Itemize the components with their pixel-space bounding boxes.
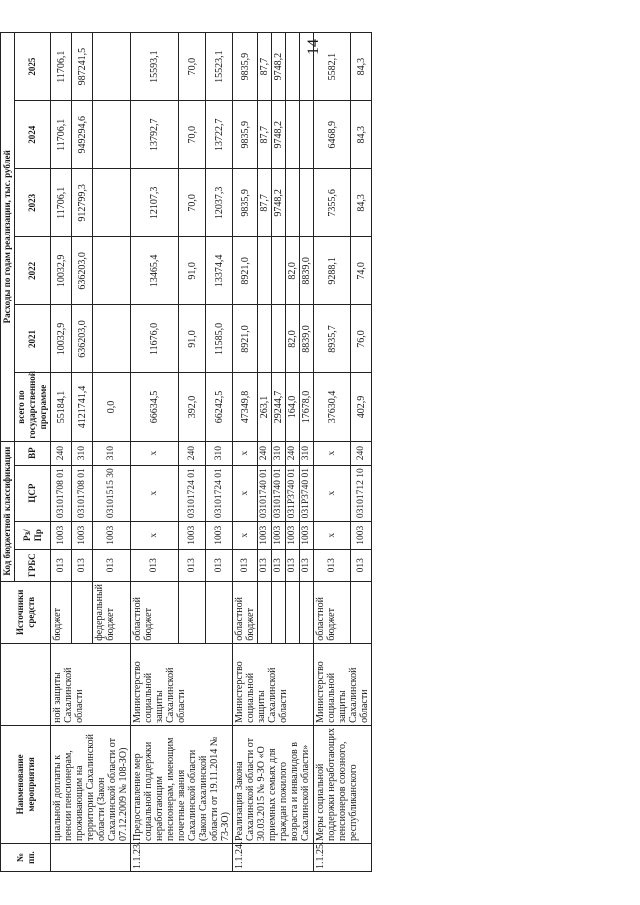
year-value: 8935,7 [314, 305, 351, 373]
year-value: 9835,9 [233, 169, 258, 237]
year-value: 8921,0 [233, 237, 258, 305]
year-value: 84,3 [351, 33, 372, 101]
year-value: 84,3 [351, 169, 372, 237]
funding-source [258, 581, 272, 643]
table-row [314, 33, 351, 872]
year-value: 11706,1 [51, 169, 72, 237]
funding-source [286, 581, 300, 643]
block-number: 1.1.23. [131, 843, 233, 871]
table-row [131, 33, 179, 872]
grbs-code: 013 [72, 549, 93, 581]
funding-source: областной бюджет [314, 581, 351, 643]
year-value: 8839,0 [300, 305, 314, 373]
funding-source: областной бюджет [131, 581, 179, 643]
measure-name: Предоставление мер социальной поддержки неработающим пенсионерам, имеющим почетные звания Сахалинской области (Закон Сахалинской области от 19.11.2014 № 73-ЗО) [131, 725, 233, 843]
year-value: 9748,2 [272, 169, 286, 237]
header-name: Наименование мероприятия [1, 725, 51, 843]
year-value: 9835,9 [233, 33, 258, 101]
csr-code: 03101712 10 [351, 465, 372, 521]
vr-code: х [233, 441, 258, 465]
year-value [300, 33, 314, 101]
year-value: 91,0 [179, 237, 206, 305]
rzpr-code: х [233, 521, 258, 549]
year-value: 5582,1 [314, 33, 351, 101]
total-value: 66242,5 [206, 373, 233, 441]
vr-code: х [131, 441, 179, 465]
vr-code: 240 [351, 441, 372, 465]
executor: Министерство социальной защиты Сахалинской области [131, 643, 233, 725]
total-value: 47349,8 [233, 373, 258, 441]
year-value [93, 101, 131, 169]
year-value: 15593,1 [131, 33, 179, 101]
year-value: 82,0 [286, 305, 300, 373]
executor: Министерство социальной защиты Сахалинской области [233, 643, 314, 725]
year-value: 8839,0 [300, 237, 314, 305]
grbs-code: 013 [314, 549, 351, 581]
csr-code: 03101740 01 [272, 465, 286, 521]
header-vr: ВР [15, 441, 51, 465]
grbs-code: 013 [258, 549, 272, 581]
total-value: 402,9 [351, 373, 372, 441]
csr-code: 03101724 01 [179, 465, 206, 521]
year-value: 10032,9 [51, 237, 72, 305]
rotated-page [0, 32, 440, 872]
rzpr-code: 1003 [258, 521, 272, 549]
year-value: 91,0 [179, 305, 206, 373]
year-value [286, 101, 300, 169]
year-value [286, 169, 300, 237]
vr-code: 240 [286, 441, 300, 465]
funding-source: федеральный бюджет [93, 581, 131, 643]
year-value: 949294,6 [72, 101, 93, 169]
vr-code: 240 [51, 441, 72, 465]
rzpr-code: х [314, 521, 351, 549]
year-value: 12107,3 [131, 169, 179, 237]
year-value: 87,7 [258, 33, 272, 101]
funding-source [272, 581, 286, 643]
year-value: 15523,1 [206, 33, 233, 101]
year-value: 7355,6 [314, 169, 351, 237]
year-value: 13465,4 [131, 237, 179, 305]
year-value: 70,0 [179, 33, 206, 101]
year-value: 84,3 [351, 101, 372, 169]
header-rzpr: Рз/Пр [15, 521, 51, 549]
year-value: 636203,0 [72, 305, 93, 373]
total-value: 4121741,4 [72, 373, 93, 441]
year-value: 13374,4 [206, 237, 233, 305]
rzpr-code: х [131, 521, 179, 549]
year-value: 9748,2 [272, 33, 286, 101]
year-value [300, 169, 314, 237]
year-value: 82,0 [286, 237, 300, 305]
funding-source [300, 581, 314, 643]
budget-table [0, 32, 372, 872]
year-value [93, 169, 131, 237]
header-year: 2021 [15, 305, 51, 373]
header-expenses-group: Расходы по годам реализации, тыс. рублей [1, 33, 15, 442]
grbs-code: 013 [131, 549, 179, 581]
measure-name: Меры социальной поддержки неработающих пенсионеров союзного, республиканского [314, 725, 372, 843]
year-value: 13792,7 [131, 101, 179, 169]
csr-code: х [314, 465, 351, 521]
grbs-code: 013 [351, 549, 372, 581]
header-executor [1, 643, 51, 725]
year-value [258, 305, 272, 373]
page-number: 14 [305, 39, 322, 55]
year-value: 70,0 [179, 101, 206, 169]
rzpr-code: 1003 [179, 521, 206, 549]
vr-code: 240 [258, 441, 272, 465]
year-value: 74,0 [351, 237, 372, 305]
funding-source [206, 581, 233, 643]
year-value [300, 101, 314, 169]
csr-code: х [233, 465, 258, 521]
total-value: 29244,7 [272, 373, 286, 441]
table-body [51, 33, 372, 872]
vr-code: 240 [179, 441, 206, 465]
vr-code: 310 [272, 441, 286, 465]
year-value: 6468,9 [314, 101, 351, 169]
total-value: 55184,1 [51, 373, 72, 441]
year-value: 87,7 [258, 101, 272, 169]
measure-name: циальной доплаты к пенсии пенсионерам, проживающим на территории Сахалинской области (Закон Сахалинской области от 07.12.2009 № 108-ЗО) [51, 725, 131, 843]
grbs-code: 013 [206, 549, 233, 581]
csr-code: 03101724 01 [206, 465, 233, 521]
vr-code: 310 [93, 441, 131, 465]
year-value [272, 305, 286, 373]
rzpr-code: 1003 [72, 521, 93, 549]
year-value: 912799,3 [72, 169, 93, 237]
year-value: 11585,0 [206, 305, 233, 373]
header-year: 2023 [15, 169, 51, 237]
year-value: 76,0 [351, 305, 372, 373]
year-value: 87,7 [258, 169, 272, 237]
grbs-code: 013 [179, 549, 206, 581]
table-row [51, 33, 72, 872]
rzpr-code: 1003 [300, 521, 314, 549]
rzpr-code: 1003 [351, 521, 372, 549]
csr-code: 03101708 01 [72, 465, 93, 521]
year-value [272, 237, 286, 305]
csr-code: 031P3740 01 [286, 465, 300, 521]
grbs-code: 013 [51, 549, 72, 581]
funding-source [351, 581, 372, 643]
csr-code: х [131, 465, 179, 521]
csr-code: 03101740 01 [258, 465, 272, 521]
rzpr-code: 1003 [93, 521, 131, 549]
table-row [233, 33, 258, 872]
year-value: 9835,9 [233, 101, 258, 169]
vr-code: 310 [206, 441, 233, 465]
year-value: 636203,0 [72, 237, 93, 305]
year-value: 11706,1 [51, 33, 72, 101]
rzpr-code: 1003 [51, 521, 72, 549]
year-value [93, 305, 131, 373]
funding-source: бюджет [51, 581, 72, 643]
year-value: 9288,1 [314, 237, 351, 305]
year-value: 12037,3 [206, 169, 233, 237]
year-value: 10032,9 [51, 305, 72, 373]
measure-name: Реализация Закона Сахалинской области от 30.03.2015 № 9-ЗО «О приемных семьях для граждан пожилого возраста и инвалидов в Сахалинской области» [233, 725, 314, 843]
year-value: 70,0 [179, 169, 206, 237]
total-value: 164,0 [286, 373, 300, 441]
funding-source [72, 581, 93, 643]
grbs-code: 013 [93, 549, 131, 581]
vr-code: 310 [300, 441, 314, 465]
executor: ной защиты Сахалинской области [51, 643, 131, 725]
total-value: 0,0 [93, 373, 131, 441]
total-value: 17678,0 [300, 373, 314, 441]
funding-source [179, 581, 206, 643]
year-value: 11706,1 [51, 101, 72, 169]
year-value: 9748,2 [272, 101, 286, 169]
block-number: 1.1.24. [233, 843, 314, 871]
block-number [51, 843, 131, 871]
total-value: 392,0 [179, 373, 206, 441]
grbs-code: 013 [233, 549, 258, 581]
total-value: 37630,4 [314, 373, 351, 441]
funding-source: областной бюджет [233, 581, 258, 643]
year-value [286, 33, 300, 101]
header-grbs: ГРБС [15, 549, 51, 581]
header-total: всего по государственной программе [15, 373, 51, 441]
header-source: Источники средств [1, 581, 51, 643]
executor: Министерство социальной защиты Сахалинской области [314, 643, 372, 725]
year-value: 11676,0 [131, 305, 179, 373]
header-num: № пп. [1, 843, 51, 871]
vr-code: х [314, 441, 351, 465]
rzpr-code: 1003 [206, 521, 233, 549]
csr-code: 03101708 01 [51, 465, 72, 521]
year-value [258, 237, 272, 305]
vr-code: 310 [72, 441, 93, 465]
header-csr: ЦСР [15, 465, 51, 521]
year-value [93, 237, 131, 305]
header-bk-group: Код бюджетной классификации [1, 441, 15, 581]
csr-code: 03101515 30 [93, 465, 131, 521]
header-year: 2025 [15, 33, 51, 101]
year-value: 13722,7 [206, 101, 233, 169]
grbs-code: 013 [286, 549, 300, 581]
header-year: 2024 [15, 101, 51, 169]
grbs-code: 013 [300, 549, 314, 581]
rzpr-code: 1003 [272, 521, 286, 549]
grbs-code: 013 [272, 549, 286, 581]
year-value [93, 33, 131, 101]
header-year: 2022 [15, 237, 51, 305]
year-value: 8921,0 [233, 305, 258, 373]
rzpr-code: 1003 [286, 521, 300, 549]
csr-code: 031P3740 01 [300, 465, 314, 521]
total-value: 263,1 [258, 373, 272, 441]
block-number: 1.1.25. [314, 843, 372, 871]
total-value: 66634,5 [131, 373, 179, 441]
year-value: 987241,5 [72, 33, 93, 101]
